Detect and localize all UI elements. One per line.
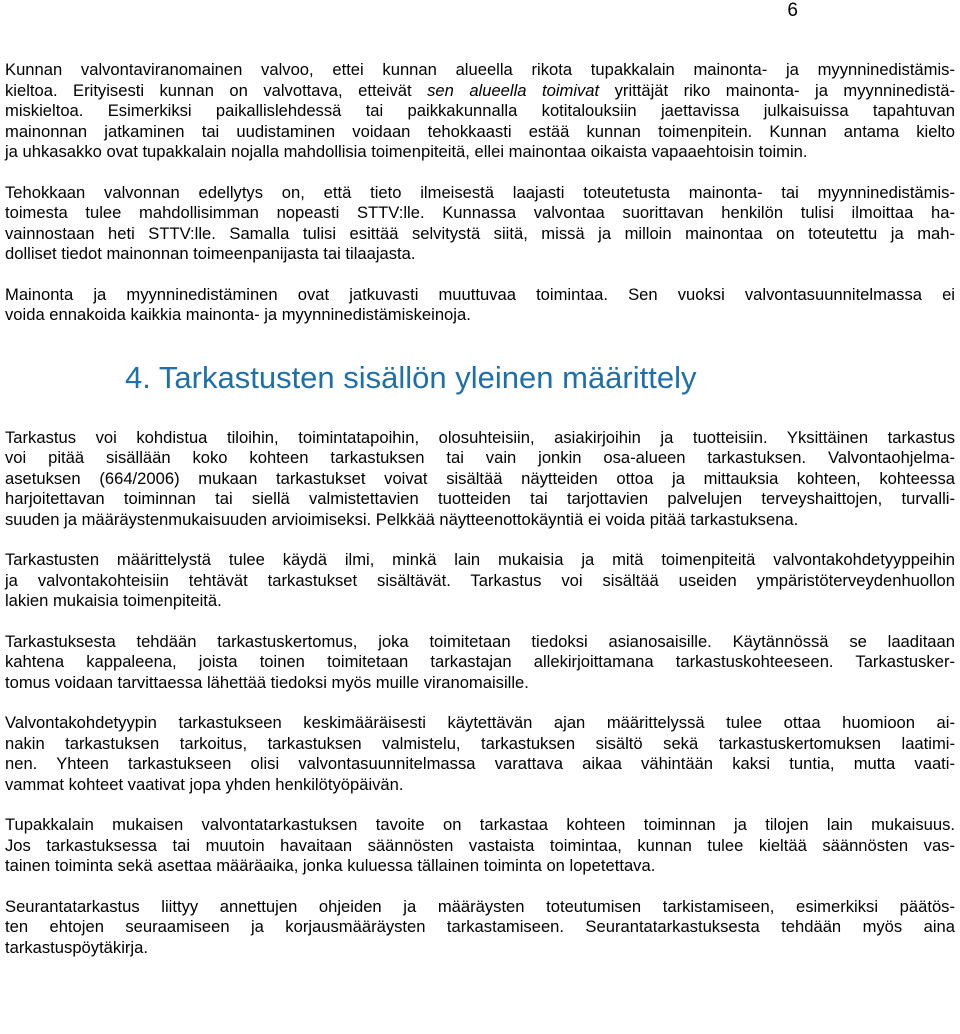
text-line: Valvontakohdetyypin tarkastukseen keskimääräisesti käytettävän ajan määrittelyssä tulee ottaa huomioon ai- — [5, 713, 955, 732]
paragraph — [5, 713, 955, 795]
text-line: Seurantatarkastus liittyy annettujen ohjeiden ja määräysten toteutumisen tarkistamiseen, esimerkiksi päätös- — [5, 896, 955, 916]
text-line: tarkastuspöytäkirja. — [5, 937, 148, 957]
text-line: dolliset tiedot mainonnan toimeenpanijasta tai tilaajasta. — [5, 244, 416, 263]
text-line: kahtena kappaleena, joista toinen toimitetaan tarkastajan allekirjoittamana tarkastuskohteeseen. Tarkastusker- — [5, 652, 955, 671]
text-fragment: yrittäjät riko mainonta- ja myynninedistä- — [599, 80, 956, 100]
text-line: Tarkastus voi kohdistua tiloihin, toimintatapoihin, olosuhteisiin, asiakirjoihin ja tuotteisiin. Yksittäinen tarkastus — [5, 427, 955, 447]
emphasis-text: sen alueella toimivat — [427, 80, 600, 100]
text-line — [5, 81, 955, 102]
text-line: Jos tarkastuksessa tai muutoin havaitaan säännösten vastaista toimintaa, kunnan tulee kieltää säännösten vas- — [5, 835, 955, 855]
text-line: ja valvontakohteisiin tehtävät tarkastukset sisältävät. Tarkastus voi sisältää useiden ympäristöterveydenhuollon — [5, 570, 955, 590]
text-line: voi pitää sisällään koko kohteen tarkastuksen tai vain jonkin osa-alueen tarkastuksen. Valvontaohjelma- — [5, 448, 955, 467]
text-line: toimesta tulee mahdollisimman nopeasti STTV:lle. Kunnassa valvontaa suorittavan henkilön tulisi ilmoittaa ha- — [5, 203, 955, 222]
paragraph — [5, 183, 955, 265]
text-line: tainen toiminta sekä asettaa määräaika, jonka kuluessa tällainen toiminta on lopetettava. — [5, 856, 656, 875]
text-line: mainonnan jatkaminen tai uudistaminen voidaan tehokkaasti estää kunnan toimenpitein. Kunnan antama kielto — [5, 121, 955, 141]
text-line: ten ehtojen seuraamiseen ja korjausmääräysten tarkastamiseen. Seurantatarkastuksesta tehdään myös aina — [5, 917, 955, 936]
paragraph — [5, 632, 955, 694]
text-line: asetuksen (664/2006) mukaan tarkastukset voivat sisältää näytteiden ottoa ja mittauksia kohteen, kohteessa — [5, 468, 955, 488]
paragraph — [5, 428, 955, 531]
text-line: nakin tarkastuksen tarkoitus, tarkastuksen valmistelu, tarkastuksen sisältö sekä tarkastuskertomuksen laatimi- — [5, 733, 955, 753]
text-line: miskieltoa. Esimerkiksi paikallislehdessä tai paikkakunnalla kotitalouksiin jaettavissa julkaisuissa tapahtuvan — [5, 101, 955, 120]
text-line: suuden ja määräystenmukaisuuden arvioimiseksi. Pelkkää näytteenottokäyntiä ei voida pitää tarkastuksena. — [5, 509, 799, 529]
paragraph — [5, 60, 955, 163]
text-line: nen. Yhteen tarkastukseen olisi valvontasuunnitelmassa varattava aikaa vähintään kaksi tuntia, mutta vaati- — [5, 754, 955, 773]
paragraph — [5, 815, 955, 877]
text-line: Mainonta ja myynninedistäminen ovat jatkuvasti muuttuvaa toimintaa. Sen vuoksi valvontasuunnitelmassa ei — [5, 284, 955, 304]
text-line: Tupakkalain mukaisen valvontatarkastuksen tavoite on tarkastaa kohteen toiminnan ja tilojen lain mukaisuus. — [5, 815, 955, 834]
text-line: lakien mukaisia toimenpiteitä. — [5, 591, 222, 610]
text-line: Tarkastusten määrittelystä tulee käydä ilmi, minkä lain mukaisia ja mitä toimenpiteitä valvontakohdetyyppeihin — [5, 550, 955, 569]
text-line: Kunnan valvontaviranomainen valvoo, ettei kunnan alueella rikota tupakkalain mainonta- ja myynninedistämis- — [5, 60, 955, 79]
text-line: vainnostaan heti STTV:lle. Samalla tulisi esittää selvitystä siitä, missä ja milloin mainontaa on toteutettu ja mah- — [5, 223, 955, 243]
paragraph — [5, 285, 955, 326]
text-line: Tehokkaan valvonnan edellytys on, että tieto ilmeisestä laajasti toteutetusta mainonta- tai myynninedistämis- — [5, 182, 955, 202]
text-line: vammat kohteet vaativat jopa yhden henkilötyöpäivän. — [5, 774, 404, 794]
section-heading: 4. Tarkastusten sisällön yleinen määrittely — [125, 359, 697, 395]
text-line: ja uhkasakko ovat tupakkalain nojalla mahdollisia toimenpiteitä, ellei mainontaa oikaista vapaaehtoisin toimin. — [5, 142, 808, 161]
text-fragment: kieltoa. Erityisesti kunnan on valvottava, etteivät — [5, 80, 428, 100]
document-body — [5, 60, 955, 958]
page-number: 6 — [787, 0, 798, 21]
paragraph — [5, 897, 955, 959]
text-line: voida ennakoida kaikkia mainonta- ja myynninedistämiskeinoja. — [5, 305, 471, 324]
text-line: Tarkastuksesta tehdään tarkastuskertomus, joka toimitetaan tiedoksi asianosaisille. Käytännössä se laaditaan — [5, 631, 955, 651]
paragraph — [5, 550, 955, 612]
text-line: tomus voidaan tarvittaessa lähettää tiedoksi myös muille viranomaisille. — [5, 672, 529, 692]
text-line: harjoitettavan toiminnan tai siellä valmistettavien tuotteiden tai tarjottavien palvelujen terveyshaittojen, turvalli- — [5, 489, 955, 508]
